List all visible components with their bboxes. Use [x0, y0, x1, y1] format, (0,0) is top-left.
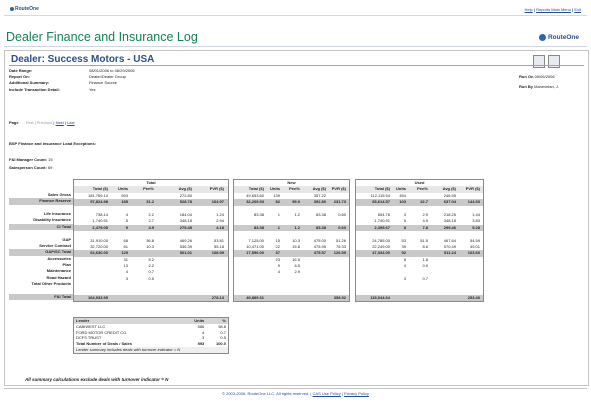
table-cell: 2.9: [422, 211, 428, 217]
routeone-logo-icon: [539, 34, 546, 41]
row-label: Disability Insurance: [33, 217, 71, 223]
table-cell: 5.28: [472, 224, 480, 230]
table-cell: 253.40: [467, 295, 480, 301]
top-bar: [4, 3, 587, 16]
table-cell: 65,614.57: [372, 199, 390, 205]
table-cell: 103: [399, 199, 406, 205]
pager-sep: |: [33, 120, 37, 125]
table-cell: 5: [125, 218, 128, 224]
routeone-logo-small: [10, 6, 39, 12]
table-cell: 272.80: [179, 192, 192, 198]
lender-total-cell: 593: [197, 341, 205, 347]
lender-note: Lender summary includes deals with turnover indicator = N: [74, 347, 228, 353]
table-cell: 92: [401, 250, 406, 256]
row-label: CI Total: [9, 224, 73, 230]
table-row: [234, 295, 349, 301]
pager-first: First: [25, 120, 34, 125]
table-cell: 467.64: [443, 237, 456, 243]
table-cell: 59.0: [292, 199, 300, 205]
table-cell: 61: [123, 243, 128, 249]
table-cell: 475.00: [313, 237, 326, 243]
table-cell: 6.5: [294, 263, 300, 269]
top-links: [525, 7, 582, 12]
lender-column-header: %: [222, 318, 226, 323]
table-cell: 37: [275, 250, 280, 256]
page-label: Page: [9, 120, 19, 125]
table-cell: [392, 295, 408, 301]
lender-cell: 0.7: [220, 329, 226, 335]
table-cell: 144.53: [467, 199, 480, 205]
row-label: GAP: [62, 236, 71, 242]
fi-manager-line: [9, 157, 53, 162]
table-cell: 49.01: [469, 243, 480, 249]
exit-link[interactable]: Exit: [574, 7, 581, 12]
table-cell: 392.80: [313, 199, 326, 205]
exceptions-line: [9, 141, 96, 146]
table-cell: 164,933.95: [87, 295, 108, 301]
pager-next[interactable]: Next: [55, 120, 64, 125]
row-label: Total Other Products: [31, 281, 71, 287]
table-cell: 22,249.00: [372, 243, 390, 249]
table-cell: 10,471.00: [246, 243, 264, 249]
meta-label: Additional Summary:: [9, 80, 50, 86]
table-cell: 17,596.00: [246, 250, 264, 256]
lender-cell: 0.5: [220, 335, 226, 341]
table-cell: 103.60: [467, 250, 480, 256]
table-cell: 475.57: [313, 250, 326, 256]
column-header: Avg ($): [312, 186, 326, 192]
table-cell: 15: [275, 237, 280, 243]
panel-super-header: Used: [414, 180, 425, 185]
table-cell: 24,785.00: [372, 237, 390, 243]
table-cell: 2,479.05: [92, 224, 108, 230]
panel-used: [355, 179, 484, 302]
report-meta: [9, 68, 135, 93]
table-cell: 475.95: [313, 243, 326, 249]
table-cell: 3: [403, 275, 406, 281]
table-cell: 2.9: [294, 269, 300, 275]
table-cell: 184.04: [179, 211, 192, 217]
column-header: Avg ($): [442, 186, 456, 192]
table-cell: 13: [123, 263, 128, 269]
table-cell: 3: [125, 275, 128, 281]
title-bar: [4, 26, 587, 47]
table-cell: 31: [123, 256, 128, 262]
table-cell: 9: [125, 224, 128, 230]
footnote: All summary calculations exclude deals with turnover indicator = N: [25, 377, 169, 382]
table-cell: 246.95: [443, 192, 456, 198]
run-on-label: Run On: [519, 74, 534, 79]
reports-main-menu-link[interactable]: Reports Main Menu: [536, 7, 571, 12]
table-cell: 185: [121, 199, 128, 205]
meta-label: Include Transaction Detail:: [9, 86, 60, 92]
meta-value: Dealer/Dealer Group: [89, 74, 126, 80]
table-cell: 0.5: [148, 275, 154, 281]
table-cell: 54.59: [469, 237, 480, 243]
table-cell: 299.46: [443, 224, 456, 230]
table-cell: 738.14: [95, 211, 108, 217]
table-cell: 126.59: [333, 250, 346, 256]
run-on-value: 09/06/2006: [534, 74, 555, 79]
lender-cell: FORD MOTOR CREDIT CO.: [76, 329, 128, 335]
meta-value: Finance Source: [89, 80, 118, 86]
table-cell: 8: [403, 224, 406, 230]
column-header: Units: [118, 186, 128, 192]
exceptions-label: BSP Finance and Insurance Load Exceptions:: [9, 141, 97, 146]
table-cell: [282, 295, 302, 301]
pager-last[interactable]: Last: [67, 120, 75, 125]
pager: [9, 120, 75, 125]
table-cell: 5: [403, 218, 406, 224]
table-cell: 164.97: [211, 199, 224, 205]
run-info: [519, 72, 559, 92]
table-cell: 278.13: [211, 295, 224, 301]
table-cell: 1,740.91: [92, 218, 108, 224]
table-cell: 528.78: [179, 199, 192, 205]
table-cell: 501.01: [179, 250, 192, 256]
row-label: Road Hazard: [46, 274, 71, 280]
column-header: Pen%: [143, 186, 154, 192]
table-cell: 2.2: [148, 211, 154, 217]
table-cell: 36.8: [146, 237, 154, 243]
table-cell: 1.24: [216, 211, 224, 217]
table-cell: 4.9: [422, 218, 428, 224]
pager-sep: |: [63, 120, 68, 125]
privacy-policy-link[interactable]: Privacy Policy: [344, 391, 369, 396]
table-cell: 570.49: [443, 243, 456, 249]
row-label: Sales Gross: [47, 191, 71, 197]
table-cell: 469.26: [179, 237, 192, 243]
table-cell: 593: [121, 192, 128, 198]
table-cell: 31,910.00: [90, 237, 108, 243]
table-cell: 4: [277, 269, 280, 275]
help-link[interactable]: Help: [524, 7, 533, 12]
table-cell: 348.18: [443, 218, 456, 224]
table-cell: 8: [403, 256, 406, 262]
row-label: Life Insurance: [43, 210, 71, 216]
panel-new: [233, 179, 350, 302]
divider: [9, 65, 584, 66]
table-cell: 231.73: [333, 199, 346, 205]
table-cell: 654.76: [377, 211, 390, 217]
table-cell: 2.94: [216, 218, 224, 224]
table-cell: 181,769.14: [87, 192, 108, 198]
column-header: PVR ($): [465, 186, 480, 192]
table-cell: 357.22: [313, 192, 326, 198]
pager-previous: Previous: [36, 120, 53, 125]
table-cell: 83.38: [253, 224, 264, 230]
table-cell: 1.44: [472, 211, 480, 217]
table-cell: 53.81: [213, 237, 224, 243]
table-cell: 49,889.31: [246, 295, 264, 301]
table-cell: 7.8: [422, 224, 428, 230]
table-cell: 1.2: [294, 224, 300, 230]
table-cell: 23: [275, 256, 280, 262]
table-cell: 4.9: [148, 224, 154, 230]
table-cell: 0.7: [148, 269, 154, 275]
table-cell: 275.45: [179, 224, 192, 230]
meta-value: 08/01/2006 to 08/29/2006: [89, 68, 135, 73]
row-label: Plan: [62, 262, 71, 268]
table-cell: 83.38: [253, 211, 264, 217]
table-cell: 218.25: [443, 211, 456, 217]
table-cell: 2,395.67: [374, 224, 390, 230]
table-cell: 1: [277, 224, 280, 230]
column-header: Units: [396, 186, 406, 192]
pager-sep: |: [52, 120, 56, 125]
table-cell: 1.8: [422, 256, 428, 262]
routeone-logo: [539, 34, 579, 41]
cas-use-policy-link[interactable]: CAS Use Policy: [312, 391, 341, 396]
table-cell: 31.2: [146, 199, 154, 205]
row-label: Accessories: [47, 255, 71, 261]
link-sep: |: [570, 7, 575, 12]
column-header: Pen%: [289, 186, 300, 192]
table-cell: 108.99: [211, 250, 224, 256]
lender-table: [73, 317, 229, 354]
table-cell: 64,630.00: [90, 250, 108, 256]
table-cell: 5.2: [148, 256, 154, 262]
table-cell: 139: [273, 192, 280, 198]
table-cell: 348.18: [179, 218, 192, 224]
table-cell: 22.7: [420, 199, 428, 205]
table-cell: 82: [275, 199, 280, 205]
run-by-value: Manevelan, J.: [534, 84, 560, 89]
table-cell: 8.6: [422, 243, 428, 249]
meta-row: [9, 87, 135, 93]
lender-cell: DCFS TRUST: [76, 335, 102, 341]
table-cell: 39: [401, 243, 406, 249]
row-label: GAP/SC Total: [9, 249, 73, 255]
salesperson-count: 69: [47, 165, 53, 170]
table-cell: [156, 295, 194, 301]
table-cell: 0.9: [422, 263, 428, 269]
logo-text: RouteOne: [547, 34, 579, 41]
table-cell: 3: [403, 211, 406, 217]
meta-label: Report On:: [9, 74, 30, 80]
lender-total-cell: Total Number of Deals / Sales: [76, 341, 132, 347]
table-cell: 0.60: [338, 224, 346, 230]
table-cell: 0.7: [422, 275, 428, 281]
logo-text: RouteOne: [15, 6, 39, 12]
column-header: Total ($): [92, 186, 108, 192]
routeone-logo-icon: [10, 7, 14, 11]
table-cell: [430, 295, 458, 301]
table-cell: 10.3: [146, 243, 154, 249]
row-labels: [9, 179, 73, 300]
salesperson-line: [9, 165, 52, 170]
table-cell: 1.2: [294, 211, 300, 217]
meta-label: Date Range:: [9, 68, 33, 73]
footer: © 2003-2006, RouteOne LLC. All rights reserved. | CAS Use Policy | Privacy Policy: [4, 388, 587, 399]
table-cell: 4: [403, 263, 406, 269]
lender-column-header: Units: [194, 318, 205, 323]
table-cell: [110, 295, 130, 301]
row-label: F&I Total: [9, 294, 73, 300]
column-header: Total ($): [374, 186, 390, 192]
table-cell: 32,720.00: [90, 243, 108, 249]
run-by-label: Run By: [519, 84, 533, 89]
row-label: Finance Reserve: [9, 198, 73, 204]
table-cell: 1,740.91: [374, 218, 390, 224]
fi-manager-label: F&I Manager Count:: [9, 157, 47, 162]
table-cell: 129: [121, 250, 128, 256]
table-cell: 7,125.00: [248, 237, 264, 243]
table-cell: [302, 295, 328, 301]
dealer-title: Dealer: Success Motors - USA: [11, 54, 155, 65]
table-cell: [130, 295, 156, 301]
copyright-text: © 2003-2006, RouteOne LLC. All rights reserved.: [222, 391, 310, 396]
lender-cell: 98.8: [218, 323, 226, 329]
table-cell: 637.04: [443, 199, 456, 205]
row-label: Service Contract: [39, 242, 71, 248]
table-cell: 3.83: [472, 218, 480, 224]
report-icons: [533, 55, 560, 68]
report-frame: [4, 50, 589, 386]
table-cell: [408, 295, 430, 301]
table-cell: 51.26: [335, 237, 346, 243]
table-cell: 112,115.54: [370, 192, 390, 198]
table-cell: 97,824.98: [90, 199, 108, 205]
table-cell: 55.18: [213, 243, 224, 249]
table-cell: 75.33: [335, 243, 346, 249]
panel-super-header: Total: [146, 180, 156, 185]
table-cell: 358.92: [333, 295, 346, 301]
table-cell: [266, 295, 282, 301]
column-header: Units: [270, 186, 280, 192]
table-cell: 2.7: [148, 218, 154, 224]
table-cell: 32,209.93: [246, 199, 264, 205]
table-cell: 10.3: [292, 237, 300, 243]
table-cell: 4: [125, 269, 128, 275]
fi-manager-count: 15: [48, 157, 53, 162]
lender-cell: 4: [202, 329, 205, 335]
table-cell: 49,653.60: [246, 192, 264, 198]
table-cell: 2.2: [148, 263, 154, 269]
table-cell: 53: [401, 237, 406, 243]
export-icon[interactable]: [548, 55, 560, 68]
table-cell: 83.38: [315, 224, 326, 230]
table-cell: 4.18: [216, 224, 224, 230]
table-cell: 15.8: [292, 243, 300, 249]
column-header: Total ($): [248, 186, 264, 192]
table-cell: 115,044.64: [370, 295, 390, 301]
lender-cell: CABIWEST LLC: [76, 323, 106, 329]
page-title: Dealer Finance and Insurance Log: [6, 30, 198, 44]
table-cell: 536.39: [179, 243, 192, 249]
column-header: PVR ($): [331, 186, 346, 192]
table-cell: 47,034.00: [372, 250, 390, 256]
table-cell: 511.24: [443, 250, 456, 256]
table-row: [356, 295, 483, 301]
column-header: Avg ($): [178, 186, 192, 192]
salesperson-label: Salesperson Count:: [9, 165, 47, 170]
panel-super-header: New: [287, 180, 296, 185]
table-cell: 51.5: [420, 237, 428, 243]
meta-value: Yes: [89, 86, 96, 92]
lender-total-cell: 100.0: [215, 341, 226, 347]
table-cell: 16.5: [292, 256, 300, 262]
table-cell: 4: [125, 211, 128, 217]
lender-column-header: Lender: [76, 318, 90, 323]
print-icon[interactable]: [533, 55, 545, 68]
table-cell: 68: [123, 237, 128, 243]
lender-cell: 586: [197, 323, 205, 329]
table-cell: 22: [275, 243, 280, 249]
row-label: Maintenance: [46, 268, 71, 274]
table-cell: 83.38: [315, 211, 326, 217]
table-cell: 0.60: [338, 211, 346, 217]
link-sep: |: [532, 7, 537, 12]
table-cell: 9: [277, 263, 280, 269]
lender-cell: 3: [202, 335, 205, 341]
column-header: PVR ($): [209, 186, 224, 192]
panel-total: [73, 179, 229, 302]
column-header: Pen%: [417, 186, 428, 192]
table-cell: 454: [399, 192, 406, 198]
table-cell: 1: [277, 211, 280, 217]
table-row: [74, 295, 228, 301]
